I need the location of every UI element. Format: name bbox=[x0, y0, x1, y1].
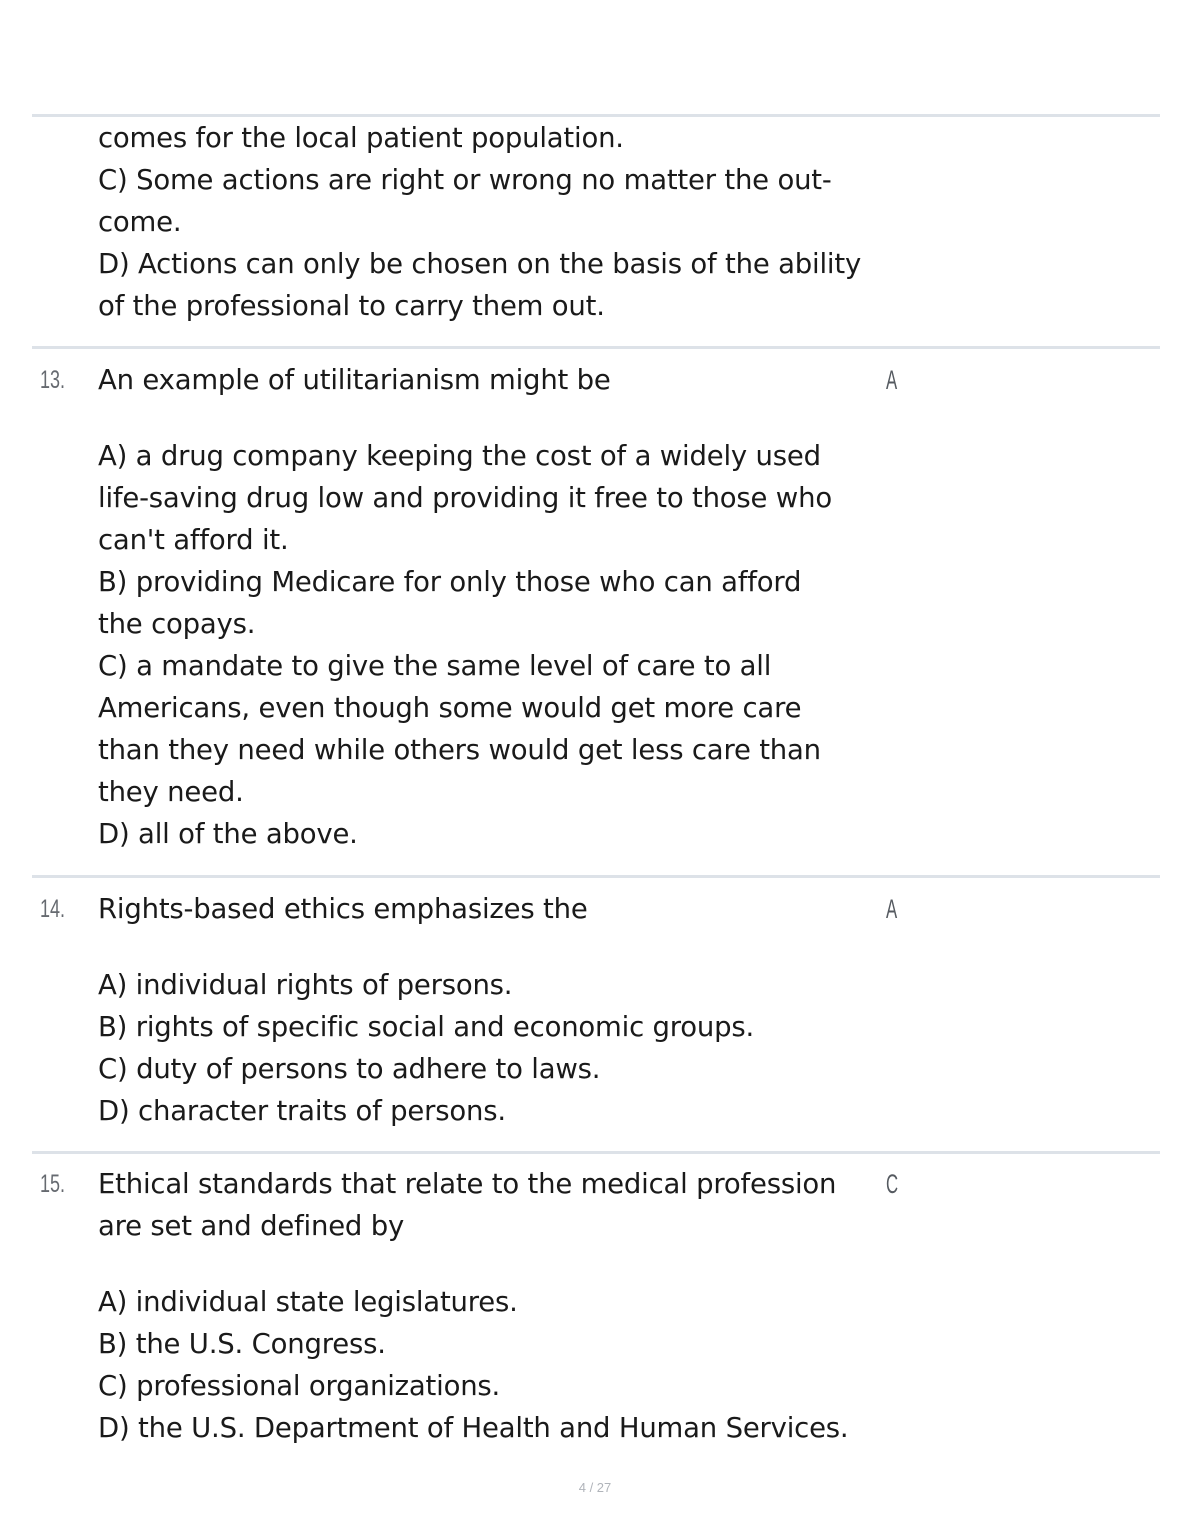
question-text bbox=[98, 359, 888, 855]
option-line: the copays. bbox=[98, 608, 256, 640]
text-line: comes for the local patient population. bbox=[98, 122, 624, 154]
question-number: 15. bbox=[40, 1170, 66, 1198]
divider bbox=[32, 1151, 1160, 1154]
question-number: 14. bbox=[40, 895, 66, 923]
option-line: Americans, even though some would get more care bbox=[98, 692, 802, 724]
option-line: they need. bbox=[98, 776, 244, 808]
question-text bbox=[98, 117, 888, 327]
text-line: of the professional to carry them out. bbox=[98, 290, 605, 322]
question-stem: Rights-based ethics emphasizes the bbox=[98, 893, 588, 925]
divider bbox=[32, 875, 1160, 878]
option-line: can't afford it. bbox=[98, 524, 289, 556]
divider bbox=[32, 346, 1160, 349]
question-stem: Ethical standards that relate to the medical profession bbox=[98, 1168, 837, 1200]
option-line: C) duty of persons to adhere to laws. bbox=[98, 1053, 601, 1085]
answer-key: C bbox=[886, 1169, 899, 1199]
text-line: come. bbox=[98, 206, 182, 238]
option-line: B) the U.S. Congress. bbox=[98, 1328, 386, 1360]
option-line: life-saving drug low and providing it free to those who bbox=[98, 482, 832, 514]
answer-key: A bbox=[886, 894, 898, 924]
option-line: D) all of the above. bbox=[98, 818, 358, 850]
option-line: D) character traits of persons. bbox=[98, 1095, 506, 1127]
option-line: B) providing Medicare for only those who can afford bbox=[98, 566, 802, 598]
text-line: C) Some actions are right or wrong no matter the out- bbox=[98, 164, 832, 196]
option-line: C) a mandate to give the same level of care to all bbox=[98, 650, 772, 682]
question-stem: An example of utilitarianism might be bbox=[98, 364, 611, 396]
question-text bbox=[98, 1163, 888, 1449]
answer-key: A bbox=[886, 365, 898, 395]
option-line: A) individual rights of persons. bbox=[98, 969, 513, 1001]
text-line: D) Actions can only be chosen on the basis of the ability bbox=[98, 248, 862, 280]
question-stem: are set and defined by bbox=[98, 1210, 405, 1242]
option-line: A) a drug company keeping the cost of a widely used bbox=[98, 440, 821, 472]
option-line: D) the U.S. Department of Health and Human Services. bbox=[98, 1412, 849, 1444]
page-number: 4 / 27 bbox=[578, 1480, 612, 1495]
option-line: B) rights of specific social and economic groups. bbox=[98, 1011, 755, 1043]
question-number: 13. bbox=[40, 366, 66, 394]
question-text bbox=[98, 888, 888, 1132]
option-line: C) professional organizations. bbox=[98, 1370, 501, 1402]
option-line: A) individual state legislatures. bbox=[98, 1286, 518, 1318]
option-line: than they need while others would get less care than bbox=[98, 734, 821, 766]
